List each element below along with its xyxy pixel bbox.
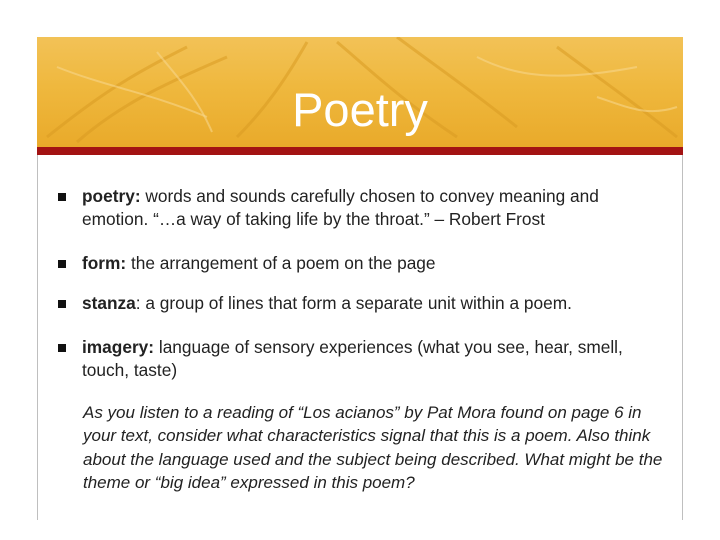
bullet-text: the arrangement of a poem on the page	[126, 253, 436, 273]
bullet-stanza	[58, 292, 572, 315]
title-underline	[37, 147, 683, 155]
bullet-poetry	[58, 185, 668, 231]
listening-prompt: As you listen to a reading of “Los acianos” by Pat Mora found on page 6 in your text, consider what characteristics signal that this is a poem. Also think about the language used and the subject being described. What might be the theme or “big idea” expressed in this poem?	[83, 403, 663, 492]
bullet-term: imagery:	[82, 337, 155, 357]
bullet-square-icon	[58, 344, 66, 352]
bullet-text: : a group of lines that form a separate unit within a poem.	[135, 293, 572, 313]
bullet-form	[58, 252, 436, 275]
slide-title: Poetry	[292, 83, 428, 136]
bullet-term: poetry:	[82, 186, 141, 206]
bullet-term: form:	[82, 253, 127, 273]
bullet-square-icon	[58, 260, 66, 268]
bullet-term: stanza	[82, 293, 136, 313]
bullet-square-icon	[58, 193, 66, 201]
bullet-square-icon	[58, 300, 66, 308]
bullet-text: words and sounds carefully chosen to convey meaning and emotion. “…a way of taking life by the throat.” – Robert Frost	[82, 186, 599, 229]
bullet-imagery	[58, 336, 668, 382]
bullet-text: language of sensory experiences (what you see, hear, smell, touch, taste)	[82, 337, 623, 380]
